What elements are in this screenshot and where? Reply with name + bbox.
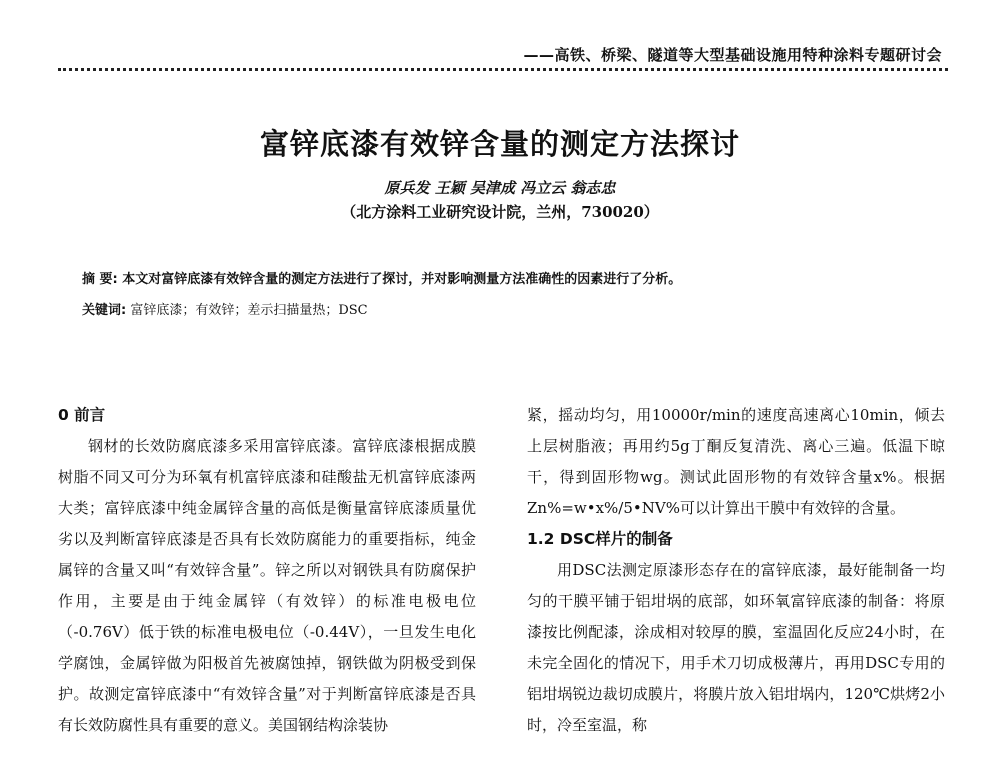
dsc-sample-paragraph: 用DSC法测定原漆形态存在的富锌底漆，最好能制备一均匀的干膜平铺于铝坩埚的底部，如环氧富锌底漆的制备：将原漆按比例配漆，涂成相对较厚的膜，室温固化反应24小时，在未完全固化的情况下，用手术刀切成极薄片，再用DSC专用的铝坩埚锐边裁切成膜片，将膜片放入铝坩埚内，120℃烘烤2小时，冷至室温，称: [527, 561, 945, 734]
right-column: [527, 400, 945, 741]
continued-paragraph: 紧，摇动均匀，用10000r/min的速度高速离心10min，倾去上层树脂液；再用约5g丁酮反复清洗、离心三遍。低温下晾干，得到固形物wg。测试此固形物的有效锌含量x%。根据Zn%=w•x%/5•NV%可以计算出干膜中有效锌的含量。: [527, 406, 945, 517]
left-column: [58, 400, 476, 741]
running-header: ——高铁、桥梁、隧道等大型基础设施用特种涂料专题研讨会: [523, 46, 942, 64]
abstract-text: 本文对富锌底漆有效锌含量的测定方法进行了探讨，并对影响测量方法准确性的因素进行了分析。: [122, 272, 682, 287]
paper-affiliation: （北方涂料工业研究设计院，兰州，730020）: [341, 203, 659, 221]
keywords-text: 富锌底漆；有效锌；差示扫描量热；DSC: [130, 303, 368, 318]
paper-title: 富锌底漆有效锌含量的测定方法探讨: [259, 127, 740, 161]
keywords-label: 关键词:: [82, 303, 127, 318]
introduction-paragraph: 钢材的长效防腐底漆多采用富锌底漆。富锌底漆根据成膜树脂不同又可分为环氧有机富锌底漆和硅酸盐无机富锌底漆两大类；富锌底漆中纯金属锌含量的高低是衡量富锌底漆质量优劣以及判断富锌底漆是否具有长效防腐能力的重要指标，纯金属锌的含量又叫“有效锌含量”。锌之所以对钢铁具有防腐保护作用，主要是由于纯金属锌（有效锌）的标准电极电位（-0.76V）低于铁的标准电极电位（-0.44V），一旦发生电化学腐蚀，金属锌做为阳极首先被腐蚀掉，钢铁做为阴极受到保护。故测定富锌底漆中“有效锌含量”对于判断富锌底漆是否具有长效防腐性具有重要的意义。美国钢结构涂装协: [58, 437, 476, 734]
section-heading-dsc-sample: 1.2 DSC样片的制备: [527, 530, 673, 548]
abstract-label: 摘 要:: [82, 272, 118, 287]
keywords: [82, 299, 368, 318]
abstract: [82, 268, 681, 287]
section-heading-introduction: 0 前言: [58, 406, 106, 424]
paper-authors: 原兵发 王颖 吴津成 冯立云 翁志忠: [384, 179, 616, 197]
header-dotted-divider: [58, 68, 948, 71]
